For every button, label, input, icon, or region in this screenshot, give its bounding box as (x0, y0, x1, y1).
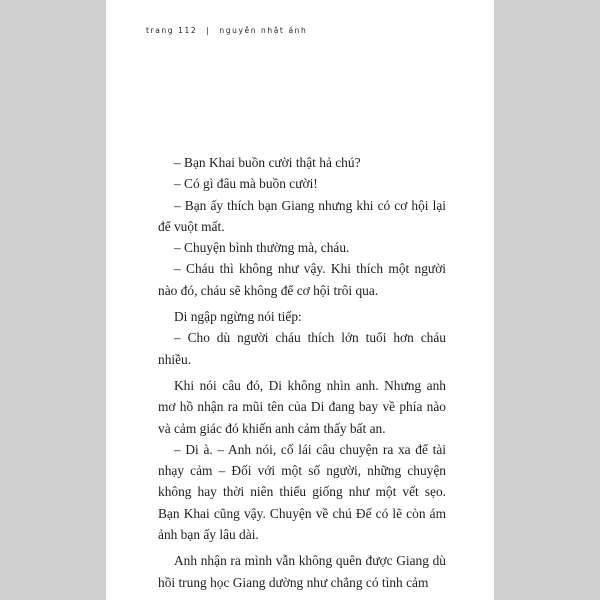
paragraph: – Cho dù người cháu thích lớn tuổi hơn cháu nhiều. (158, 330, 446, 367)
page-body-text (158, 152, 446, 593)
page-number-label: trang 112 (146, 26, 198, 35)
paragraph: – Có gì đâu mà buồn cười! (174, 176, 318, 192)
paragraph: – Di à. – Anh nói, cố lái câu chuyện ra xa để tài nhạy cảm – Đối với một số người, những chuyện không hay thời niên thiếu giống như một vết sẹo. Bạn Khai cũng vậy. Chuyện về chú Đế có lẽ còn ám ảnh bạn ấy lâu dài. (158, 441, 446, 543)
paragraph: Khi nói câu đó, Di không nhìn anh. Nhưng anh mơ hồ nhận ra mũi tên của Di đang bay về phía nào và cảm giác đó khiến anh cảm thấy bất an. (158, 377, 446, 436)
paragraph: – Chuyện bình thường mà, cháu. (174, 240, 350, 256)
book-page (106, 0, 494, 600)
paragraph: Di ngập ngừng nói tiếp: (174, 309, 302, 325)
paragraph: Anh nhận ra mình vẫn không quên được Giang dù hồi trung học Giang dường như chẳng có tình cảm (158, 553, 446, 590)
author-name: nguyễn nhật ánh (219, 26, 308, 35)
paragraph: – Bạn ấy thích bạn Giang nhưng khi có cơ hội lại để vuột mất. (158, 197, 446, 234)
paragraph: – Cháu thì không như vậy. Khi thích một người nào đó, cháu sẽ không để cơ hội trôi qua. (158, 261, 446, 298)
paragraph: – Bạn Khai buồn cười thật hả chú? (174, 155, 361, 170)
running-header (146, 26, 307, 35)
header-separator: | (206, 26, 211, 35)
